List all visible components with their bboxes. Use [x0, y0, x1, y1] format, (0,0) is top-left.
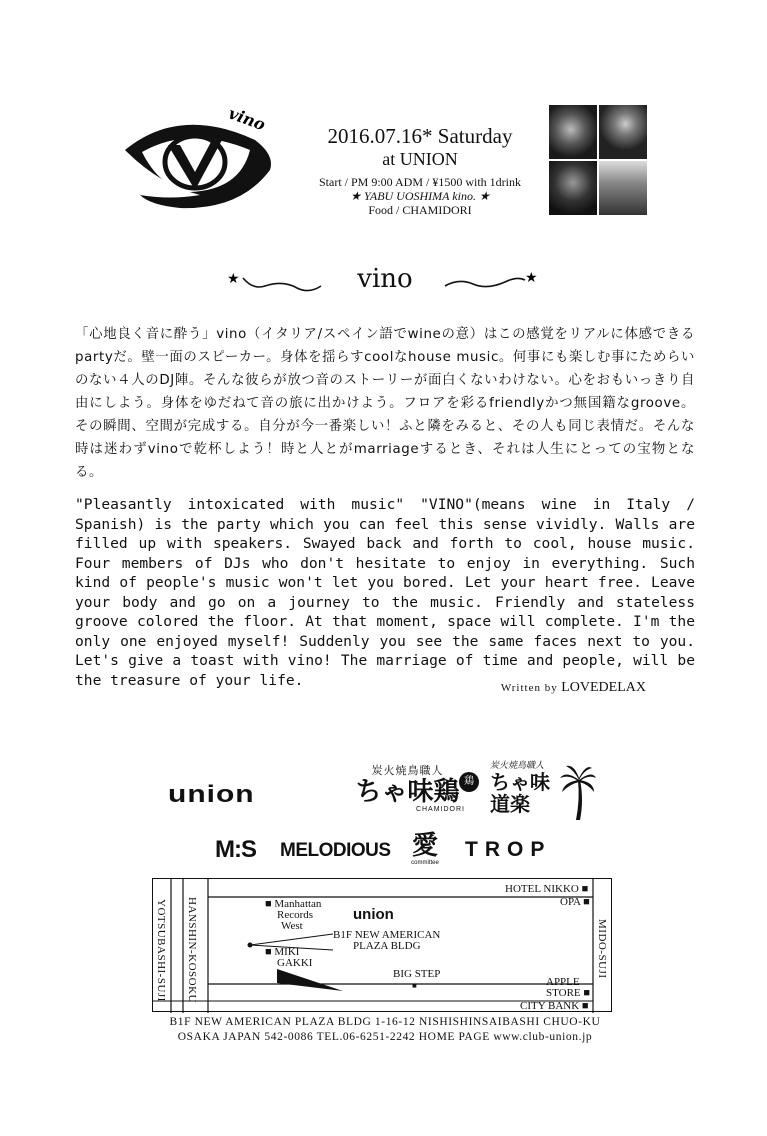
start-admission: Start / PM 9:00 ADM / ¥1500 with 1drink — [318, 175, 521, 189]
melodious-logo: MELODIOUS — [280, 840, 391, 861]
douraku-tagline: 炭火焼鳥職人 — [490, 761, 545, 771]
vino-logo-text: vino — [225, 103, 268, 135]
palm-tree-icon — [560, 764, 596, 820]
b1f-label: B1F NEW AMERICAN — [333, 929, 441, 941]
dj-lineup: ★ YABU UOSHIMA kino. ★ — [350, 189, 490, 203]
event-date: 2016.07.16* Saturday — [327, 124, 513, 148]
douraku-name-2: 道楽 — [490, 792, 530, 816]
mido-label: MIDO-SUJI — [596, 919, 608, 979]
dj-photo — [549, 105, 597, 159]
event-venue: at UNION — [382, 149, 458, 169]
dj-photo — [599, 105, 647, 159]
venue-address — [100, 1015, 670, 1045]
committee-label: committee — [411, 860, 439, 866]
gakki-label: GAKKI — [277, 957, 313, 969]
hanshin-label: HANSHIN-KOSOKU — [186, 897, 198, 1003]
bigstep-label: BIG STEP — [393, 968, 441, 980]
hotel-label: HOTEL NIKKO ■ — [505, 883, 589, 895]
chamidori-tagline: 炭火焼鳥職人 — [371, 764, 444, 777]
chamidori-logo — [330, 762, 485, 822]
star-left-icon: ★ — [227, 271, 240, 287]
vino-eye-logo — [120, 100, 280, 215]
ms-logo: M:S — [215, 836, 256, 863]
citybank-label: CITY BANK ■ — [520, 1000, 589, 1012]
food-credit: Food / CHAMIDORI — [368, 203, 472, 217]
credit-prefix: Written by — [500, 682, 558, 694]
star-right-icon: ★ — [525, 270, 538, 286]
address-line-1: B1F NEW AMERICAN PLAZA BLDG 1-16-12 NISHISHINSAIBASHI CHUO-KU — [169, 1016, 601, 1028]
japanese-description: 「心地良く音に酔う」vino（イタリア/スペイン語でwineの意）はこの感覚をリアルに体感できるpartyだ。壁一面のスピーカー。身体を揺らすcoolなhouse music。何事にも楽しむ事にためらいのない４人のDJ陣。そんな彼らが放つ音のストーリーが面白くないわけない。心をおもいっきり自由にしよう。身体をゆだねて音の旅に出かけよう。フロアを彩るfriendlyかつ無国籍なgroove。その瞬間、空間が完成する。自分が今一番楽しい！ふと隣をみると、その人も同じ表情だ。そんな時は迷わずvinoで乾杯しよう！時と人とがmarriageするとき、それは人生にとっての宝物となる。 — [75, 327, 695, 480]
chamidori-seal-icon: 鶏 — [459, 772, 479, 792]
author-credit — [470, 680, 646, 696]
dj-photo — [549, 161, 597, 215]
venue-map — [152, 878, 612, 1012]
plaza-label: PLAZA BLDG — [353, 940, 421, 952]
miki-label: ■ MIKI — [265, 946, 300, 958]
union-map-logo: union — [353, 906, 394, 923]
trop-logo: TROP — [465, 838, 552, 861]
records-label: Records — [277, 909, 314, 921]
chamidori-name: ちゃ味鶏 — [355, 777, 460, 807]
chamidori-romaji: CHAMIDORI — [415, 806, 465, 813]
ai-committee-logo — [408, 832, 442, 870]
union-logo: union — [168, 781, 255, 808]
committee-glyph: 愛 — [411, 831, 438, 861]
douraku-name-1: ちゃ味 — [490, 770, 550, 794]
dj-photo-grid — [549, 105, 647, 215]
yotsubashi-label: YOTSUBASHI-SUJI — [155, 899, 167, 1002]
opa-label: OPA ■ — [560, 896, 590, 908]
chamidouraku-logo — [490, 758, 600, 824]
event-info — [290, 175, 550, 217]
banner-title: vino — [357, 264, 413, 294]
address-line-2: OSAKA JAPAN 542-0086 TEL.06-6251-2242 HOME PAGE www.club-union.jp — [177, 1031, 593, 1043]
english-description: "Pleasantly intoxicated with music" "VINO"(means wine in Italy / Spanish) is the party which you can feel this sense vividly. Walls are filled up with speakers. Swayed back and forth to cool, house music. Four members of DJs who don't hesitate to enjoy in everything. Such kind of people's music won't let you bored. Let your heart free. Leave your body and go on a journey to the music. Friendly and stateless groove colored the floor. At that moment, space will complete. I'm the only one enjoyed myself! Suddenly you see the same faces next to you. Let's give a toast with vino! The marriage of time and people, will be the treasure of your life. — [75, 496, 695, 689]
credit-name: LOVEDELAX — [561, 680, 646, 695]
west-label: West — [281, 920, 303, 932]
bigstep-marker: ■ — [412, 981, 417, 990]
apple-label: APPLE — [546, 976, 580, 988]
manhattan-label: ■ Manhattan — [265, 898, 322, 910]
dj-photo — [599, 161, 647, 215]
store-label: STORE ■ — [546, 987, 591, 999]
